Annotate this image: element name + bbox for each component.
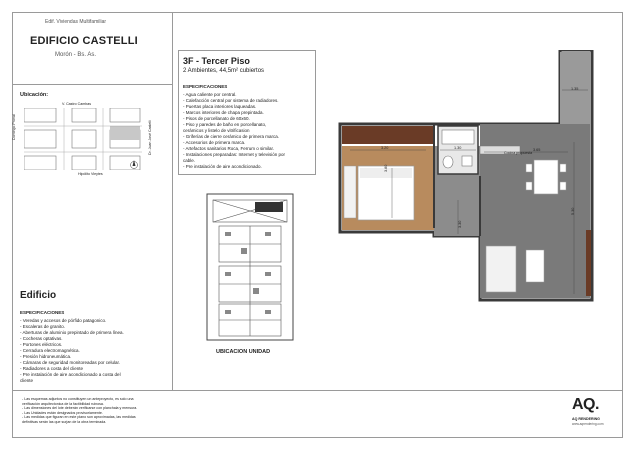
spec-item: - Marcos interiores de chapa prepintada.: [183, 110, 264, 115]
street-label: Hipólito Vieytes: [78, 172, 103, 176]
legal-item: - Las medidas que figuran en este plano son aproximadas, las medidas: [22, 415, 136, 420]
dimension-label: 3.30: [458, 220, 462, 228]
brand-url: www.aqrendering.com: [572, 422, 604, 426]
unit-spec-list: [183, 92, 285, 170]
spec-item: - Aberturas de aluminio prepintado de primera línea.: [20, 330, 124, 335]
spec-item: - Artefactos sanitarios Roca, Ferrum o similar.: [183, 146, 275, 151]
map-title: Ubicación:: [20, 92, 49, 98]
dimension-label: 3.20: [381, 146, 389, 150]
spec-item: - Griferías de cierre cerámico de primera marca.: [183, 134, 280, 139]
legal-item: - Las dimensiones del lote deberán verificarse con planchala y mensura.: [22, 406, 138, 411]
spec-item: cerámicos y listelo de vitrificasion: [183, 128, 250, 133]
toilet-icon: [443, 156, 453, 168]
spec-item: - Cerradura electromagnética.: [20, 348, 80, 353]
dimension-label: 1.30: [454, 146, 462, 150]
unit-highlight: [255, 202, 283, 212]
spec-item: - Instalaciones preparadas: Internet y televisión por: [183, 152, 286, 157]
spec-item: - Cocheras optativas.: [20, 336, 63, 341]
sink-icon: [462, 156, 472, 166]
site-plan: [205, 192, 295, 344]
spec-item: - Pisos de porcellanato de 60x60.: [183, 116, 250, 121]
spec-item: - Pre instalación de aire acondicionado.: [183, 164, 262, 169]
divider: [12, 390, 623, 391]
legal-item: - Las esquemas adjuntos no constituyen un anteproyecto, es solo una: [22, 397, 134, 401]
unit-summary: 2 Ambientes, 44,5m² cubiertos: [183, 68, 265, 74]
legal-item: verificación arquitectonica de la factibilidad ruinosa.: [22, 401, 104, 406]
location-text: Morón - Bs. As.: [55, 52, 97, 58]
spec-item: cable.: [183, 158, 196, 163]
divider: [12, 84, 172, 85]
supertitle: Edif. Viviendas Multifamiliar: [45, 19, 107, 25]
spec-item: - Accesorios de primera marca.: [183, 140, 246, 145]
page-title: EDIFICIO CASTELLI: [30, 35, 138, 47]
spec-item: cliente: [20, 378, 34, 383]
spec-item: - Presión hidroneumática.: [20, 354, 72, 359]
dimension-label: 1.35: [571, 87, 579, 91]
wardrobe-icon: [344, 166, 356, 218]
floor-plan: [330, 50, 602, 302]
bathtub-icon: [442, 130, 474, 144]
spec-item: - Radiadores a costa del cliente: [20, 366, 84, 371]
spec-item: - Puertas placa interiores laqueadas.: [183, 104, 257, 109]
building-spec-list: [20, 318, 124, 384]
spec-item: - Piso y paredes de baño en porcellanato,: [183, 122, 267, 127]
kitchen-label: Cocina propuesta: [504, 151, 533, 155]
unit-code: 3F - Tercer Piso: [183, 56, 250, 66]
street-label: Dr. Juan José Castelli: [148, 120, 152, 155]
location-map: [24, 108, 142, 170]
spec-item: - Portones eléctricos.: [20, 342, 63, 347]
site-plan-caption: UBICACION UNIDAD: [216, 349, 271, 355]
unit-spec-title: ESPECIFICACIONES: [183, 84, 228, 89]
coffee-table-icon: [526, 250, 544, 282]
legal-item: definitivas serán las que surjan de la obra terminada.: [22, 419, 107, 424]
dining-table-icon: [534, 160, 558, 194]
spec-item: - Pre instalación de aire acondicionado a costa del: [20, 372, 121, 377]
building-title: Edificio: [20, 290, 57, 301]
spec-item: - Agua caliente por central.: [183, 92, 237, 97]
street-label: Domingo Pronal: [12, 114, 16, 140]
dimension-label: 3.80: [384, 164, 388, 172]
street-label: V. Castro Cambas: [62, 102, 92, 106]
dimension-label: 5.30: [571, 207, 575, 215]
legal-item: - Las Unidades están designados provisoriamente.: [22, 410, 103, 415]
sofa-icon: [486, 246, 516, 292]
spec-item: - Cámaras de seguridad monitoreadas por celular.: [20, 360, 121, 365]
dimension-label: 3.65: [533, 148, 541, 152]
brand-name: AQ RENDERING: [572, 417, 600, 421]
spec-item: - Calefacción central por sistema de radiadores.: [183, 98, 279, 103]
brand-logo: AQ.: [572, 396, 599, 413]
spec-item: - Escaleras de granito.: [20, 324, 66, 329]
spec-item: - Veredas y accesos de pórfido patagonico.: [20, 318, 107, 323]
legal-notes: [22, 397, 137, 425]
lot-highlight: [110, 126, 140, 140]
building-spec-title: ESPECIFICACIONES: [20, 310, 65, 315]
